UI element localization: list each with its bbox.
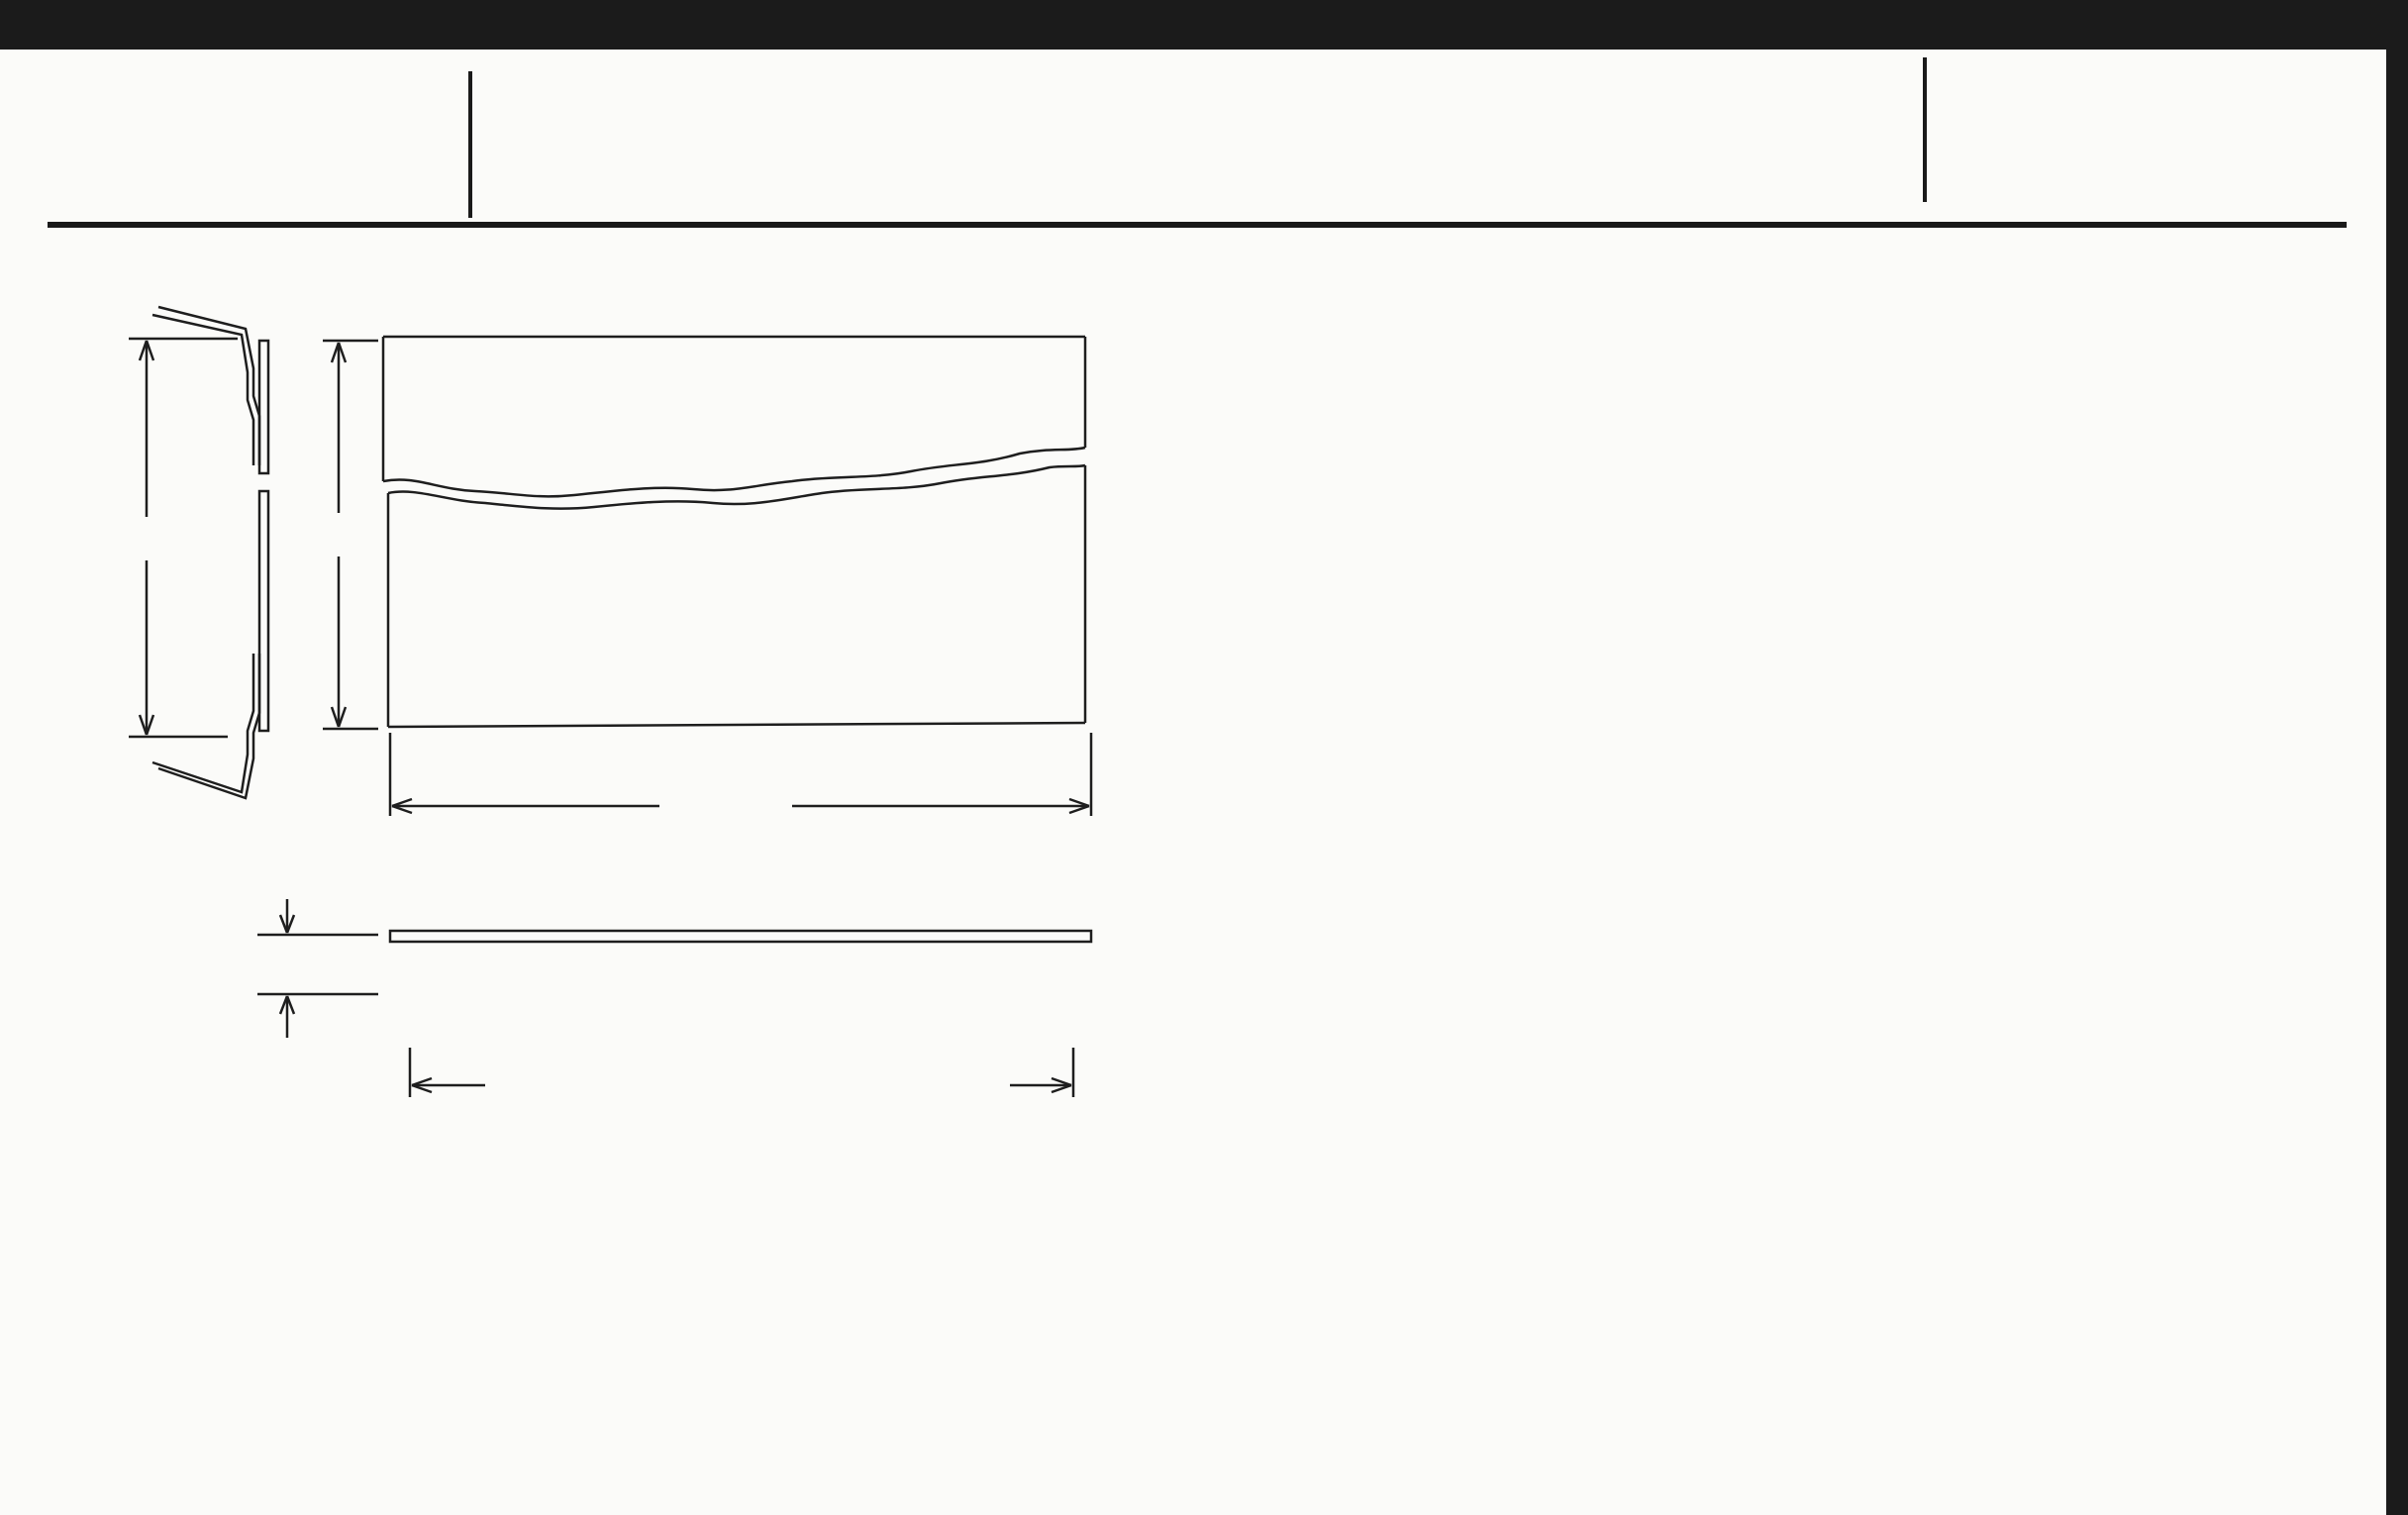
- width-dimension: [390, 733, 1091, 816]
- break-line-lower: [388, 465, 1085, 509]
- lead-spacing-dimension: [410, 1048, 1073, 1097]
- side-profile-view: [152, 307, 268, 798]
- break-line-upper: [383, 448, 1085, 496]
- body-height-dimension: [323, 341, 378, 729]
- overall-height-dimension: [129, 339, 238, 737]
- edge-view: [257, 899, 1091, 1038]
- top-view-body: [383, 337, 1085, 727]
